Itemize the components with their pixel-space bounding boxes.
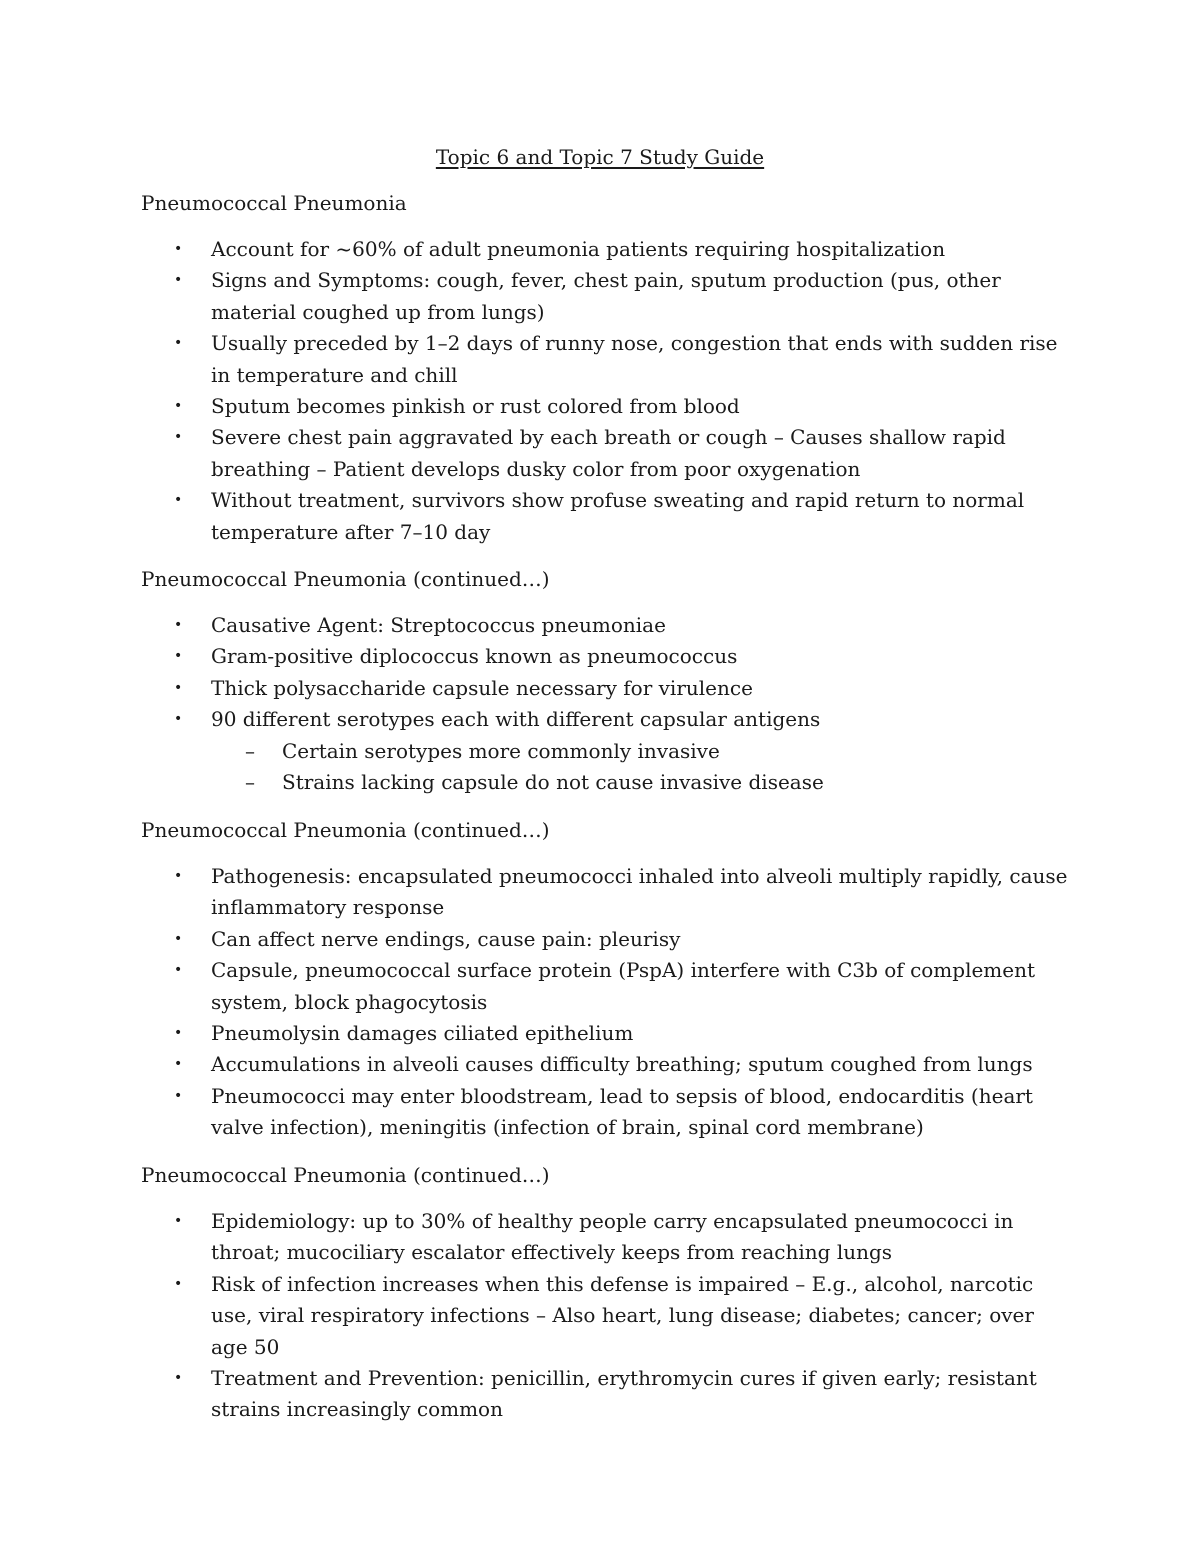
list-item <box>141 861 1071 924</box>
list-item-text: Accumulations in alveoli causes difficulty breathing; sputum coughed from lungs <box>211 1052 1033 1077</box>
list-item <box>141 328 1071 391</box>
list-item-text: Account for ~60% of adult pneumonia patients requiring hospitalization <box>211 237 946 261</box>
bullet-icon: • <box>174 492 183 509</box>
list-item <box>141 391 1071 422</box>
list-item-text: Pneumococci may enter bloodstream, lead to sepsis of blood, endocarditis (heart valve infection), meningitis (infection of brain, spinal cord membrane) <box>211 1083 1033 1140</box>
list-item-text: Severe chest pain aggravated by each breath or cough – Causes shallow rapid breathing – Patient develops dusky color from poor oxygenation <box>211 425 1006 481</box>
list-item-text: 90 different serotypes each with different capsular antigens <box>211 707 821 732</box>
list-item <box>141 673 1071 704</box>
list-item-text: Treatment and Prevention: penicillin, erythromycin cures if given early; resistant strains increasingly common <box>211 1366 1037 1422</box>
list-item <box>141 610 1071 641</box>
list-item <box>141 704 1071 798</box>
bullet-icon: • <box>174 962 183 979</box>
list-item-text: Without treatment, survivors show profuse sweating and rapid return to normal temperature after 7–10 day <box>211 488 1025 544</box>
list-item <box>141 485 1071 548</box>
dash-icon: – <box>245 738 255 763</box>
list-item-text: Thick polysaccharide capsule necessary for virulence <box>211 675 753 700</box>
bullet-icon: • <box>174 1275 183 1292</box>
list-item-text: Sputum becomes pinkish or rust colored from blood <box>211 394 740 419</box>
list-item <box>141 265 1071 328</box>
document-title: Topic 6 and Topic 7 Study Guide <box>435 145 765 169</box>
bullet-icon: • <box>174 1370 183 1387</box>
bullet-list <box>141 861 1081 1144</box>
bullet-icon: • <box>174 335 183 352</box>
list-item <box>141 1363 1071 1426</box>
section-heading: Pneumococcal Pneumonia (continued…) <box>141 818 550 842</box>
list-item <box>141 1049 1071 1080</box>
bullet-icon: • <box>174 648 183 665</box>
list-item <box>141 955 1071 1018</box>
section-pneumococcal-pneumonia-continued-1 <box>141 565 1081 798</box>
section-pneumococcal-pneumonia-continued-2 <box>141 816 1081 1144</box>
bullet-icon: • <box>174 1025 183 1042</box>
bullet-icon: • <box>174 429 183 446</box>
list-item-text: Can affect nerve endings, cause pain: pleurisy <box>211 926 681 951</box>
sub-list-item-text: Certain serotypes more commonly invasive <box>282 738 720 763</box>
bullet-icon: • <box>174 1056 183 1073</box>
bullet-icon: • <box>174 1087 183 1104</box>
list-item <box>141 1269 1071 1363</box>
bullet-list <box>141 234 1081 548</box>
list-item-text: Signs and Symptoms: cough, fever, chest pain, sputum production (pus, other material coughed up from lungs) <box>211 268 1001 324</box>
list-item-text: Risk of infection increases when this defense is impaired – E.g., alcohol, narcotic use, viral respiratory infections – Also heart, lung disease; diabetes; cancer; over age 50 <box>211 1271 1034 1359</box>
section-pneumococcal-pneumonia-continued-3 <box>141 1161 1081 1426</box>
list-item-text: Gram-positive diplococcus known as pneumococcus <box>211 644 738 669</box>
sub-list <box>211 736 1071 799</box>
list-item <box>141 1018 1071 1049</box>
section-heading: Pneumococcal Pneumonia (continued…) <box>141 1163 550 1187</box>
bullet-icon: • <box>174 679 183 696</box>
section-pneumococcal-pneumonia <box>141 189 1081 548</box>
sub-list-item <box>141 767 1071 798</box>
bullet-list <box>141 1206 1081 1426</box>
list-item <box>141 924 1071 955</box>
list-item-text: Usually preceded by 1–2 days of runny nose, congestion that ends with sudden rise in temperature and chill <box>211 331 1058 387</box>
list-item <box>141 422 1071 485</box>
bullet-icon: • <box>174 272 183 289</box>
bullet-icon: • <box>174 398 183 415</box>
list-item-text: Epidemiology: up to 30% of healthy people carry encapsulated pneumococci in throat; mucociliary escalator effectively keeps from reaching lungs <box>211 1209 1014 1265</box>
bullet-icon: • <box>174 617 183 633</box>
list-item-text: Causative Agent: Streptococcus pneumoniae <box>211 613 666 637</box>
list-item <box>141 1206 1071 1269</box>
bullet-icon: • <box>174 241 183 257</box>
bullet-icon: • <box>174 1213 183 1229</box>
bullet-icon: • <box>174 930 183 947</box>
list-item-text: Pneumolysin damages ciliated epithelium <box>211 1021 634 1046</box>
sub-list-item <box>141 736 1071 767</box>
list-item-text: Capsule, pneumococcal surface protein (PspA) interfere with C3b of complement system, block phagocytosis <box>211 958 1036 1014</box>
list-item-text: Pathogenesis: encapsulated pneumococci inhaled into alveoli multiply rapidly, cause inflammatory response <box>211 864 1068 920</box>
dash-icon: – <box>245 770 255 795</box>
bullet-list <box>141 610 1081 798</box>
bullet-icon: • <box>174 711 183 728</box>
list-item <box>141 1081 1071 1144</box>
section-heading: Pneumococcal Pneumonia <box>141 191 407 215</box>
bullet-icon: • <box>174 868 183 884</box>
list-item <box>141 641 1071 672</box>
list-item <box>141 234 1071 265</box>
sub-list-item-text: Strains lacking capsule do not cause invasive disease <box>282 770 824 795</box>
section-heading: Pneumococcal Pneumonia (continued…) <box>141 567 550 591</box>
